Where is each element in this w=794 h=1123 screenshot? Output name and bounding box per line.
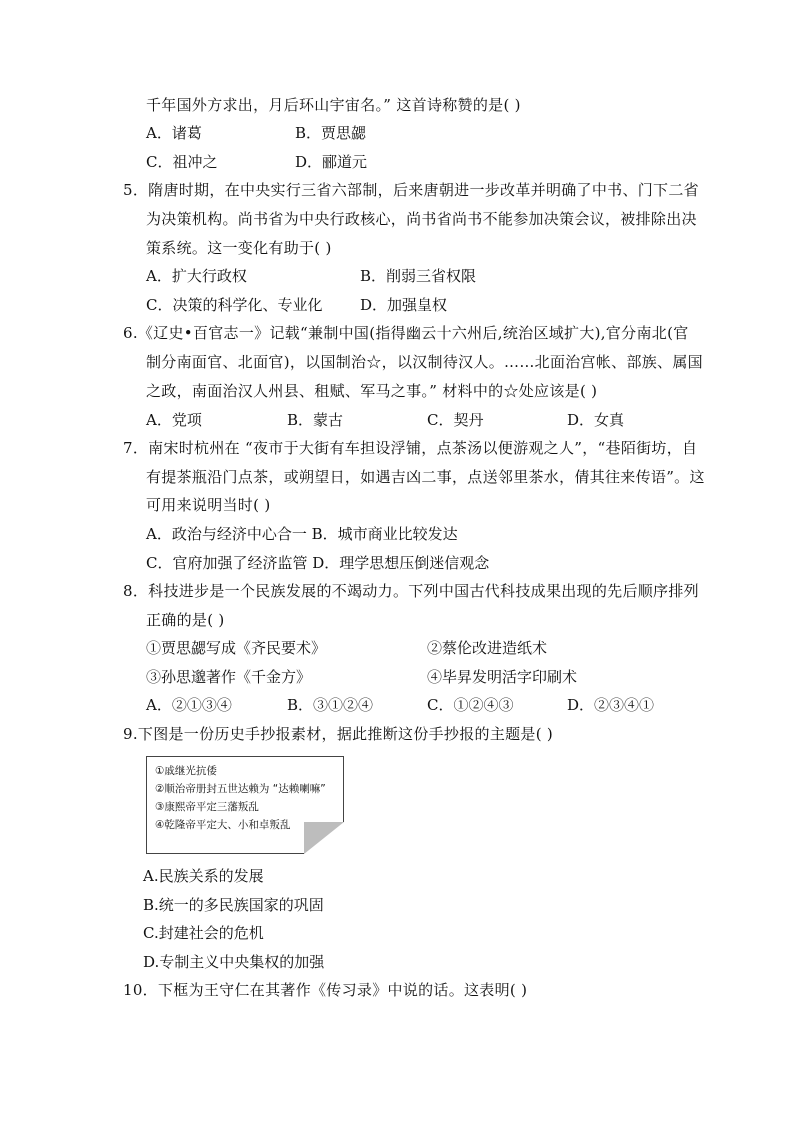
q9-option-c: C.封建社会的危机 bbox=[143, 924, 264, 942]
q5-stem-line2: 为决策机构。尚书省为中央行政核心，尚书省尚书不能参加决策会议，被排除出决 bbox=[146, 210, 697, 228]
q7-stem-line3: 可用来说明当时( ) bbox=[146, 496, 271, 514]
q5-option-d: D．加强皇权 bbox=[360, 296, 448, 314]
q5-option-a: A．扩大行政权 bbox=[146, 267, 247, 285]
q6-stem-line1: 6.《辽史•百官志一》记载“兼制中国(指得幽云十六州后,统治区域扩大),官分南北(官 bbox=[123, 324, 689, 342]
q8-item-2: ②蔡伦改进造纸术 bbox=[427, 639, 548, 657]
q4-stem-continuation: 千年国外方求出，月后环山宇宙名。” 这首诗称赞的是( ) bbox=[146, 96, 521, 114]
q8-option-d: D．②③④① bbox=[567, 696, 655, 714]
q6-option-b: B．蒙古 bbox=[287, 411, 344, 429]
q9-stem: 9.下图是一份历史手抄报素材，据此推断这份手抄报的主题是( ) bbox=[123, 725, 554, 743]
q7-options-ab: A．政治与经济中心合一 B．城市商业比较发达 bbox=[146, 525, 458, 543]
q8-item-4: ④毕昇发明活字印刷术 bbox=[427, 668, 578, 686]
q7-stem-line2: 有提茶瓶沿门点茶，或朔望日，如遇吉凶二事，点送邻里茶水，倩其往来传语”。这 bbox=[146, 468, 705, 486]
q5-option-b: B．削弱三省权限 bbox=[360, 267, 477, 285]
q8-stem-line2: 正确的是( ) bbox=[146, 611, 225, 629]
q4-option-a: A．诸葛 bbox=[146, 124, 202, 142]
note-item-2: ②顺治帝册封五世达赖为 “达赖喇嘛” bbox=[155, 783, 326, 795]
q8-item-1: ①贾思勰写成《齐民要术》 bbox=[146, 639, 327, 657]
note-item-1: ①戚继光抗倭 bbox=[155, 765, 217, 777]
q9-option-a: A.民族关系的发展 bbox=[143, 867, 264, 885]
note-item-4: ④乾隆帝平定大、小和卓叛乱 bbox=[155, 819, 291, 831]
handwritten-newspaper-note-card bbox=[146, 756, 344, 854]
q9-option-d: D.专制主义中央集权的加强 bbox=[143, 953, 325, 971]
q10-stem: 10．下框为王守仁在其著作《传习录》中说的话。这表明( ) bbox=[123, 981, 528, 999]
q6-option-a: A．党项 bbox=[146, 411, 202, 429]
q5-stem-line3: 策系统。这一变化有助于( ) bbox=[146, 239, 332, 257]
q8-option-c: C．①②④③ bbox=[427, 696, 514, 714]
q8-item-3: ③孙思邈著作《千金方》 bbox=[146, 668, 312, 686]
page-curl-corner bbox=[304, 822, 344, 854]
q9-option-b: B.统一的多民族国家的巩固 bbox=[143, 896, 324, 914]
q8-stem-line1: 8．科技进步是一个民族发展的不竭动力。下列中国古代科技成果出现的先后顺序排列 bbox=[123, 582, 699, 600]
q4-option-c: C．祖冲之 bbox=[146, 153, 218, 171]
q8-option-b: B．③①②④ bbox=[287, 696, 374, 714]
q7-options-cd: C．官府加强了经济监管 D．理学思想压倒迷信观念 bbox=[146, 554, 490, 572]
q6-stem-line2: 制分南面官、北面官)，以国制治☆，以汉制待汉人。……北面治宫帐、部族、属国 bbox=[146, 353, 703, 371]
q6-option-d: D．女真 bbox=[567, 411, 625, 429]
q5-option-c: C．决策的科学化、专业化 bbox=[146, 296, 323, 314]
q6-option-c: C．契丹 bbox=[427, 411, 484, 429]
note-item-3: ③康熙帝平定三藩叛乱 bbox=[155, 801, 259, 813]
q7-stem-line1: 7．南宋时杭州在 “夜市于大街有车担设浮铺，点茶汤以便游观之人”，“巷陌街坊，自 bbox=[123, 439, 698, 457]
q5-stem-line1: 5．隋唐时期，在中央实行三省六部制，后来唐朝进一步改革并明确了中书、门下二省 bbox=[123, 181, 699, 199]
q4-option-b: B．贾思勰 bbox=[295, 124, 367, 142]
q4-option-d: D．郦道元 bbox=[295, 153, 368, 171]
q6-stem-line3: 之政，南面治汉人州县、租赋、军马之事。” 材料中的☆处应该是( ) bbox=[146, 382, 598, 400]
q8-option-a: A．②①③④ bbox=[146, 696, 232, 714]
